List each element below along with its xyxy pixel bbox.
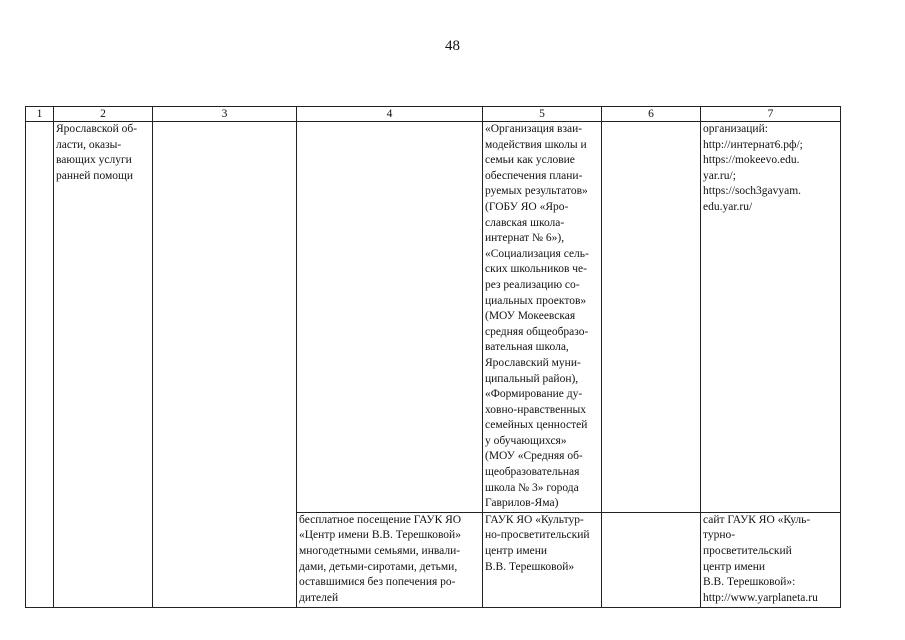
- table-cell: организаций: http://интернат6.рф/; https://mokeevo.edu. yar.ru/; https://soch3gavyam. edu.yar.ru/: [701, 122, 841, 513]
- column-header: 6: [602, 107, 701, 122]
- page-number: 48: [445, 38, 460, 54]
- column-header: 2: [54, 107, 153, 122]
- document-table: [25, 106, 841, 608]
- table-cell: Ярославской об- ласти, оказы- вающих услуги ранней помощи: [54, 122, 153, 608]
- column-header: 1: [26, 107, 54, 122]
- table-cell: [602, 122, 701, 513]
- column-header: 7: [701, 107, 841, 122]
- table-cell: [602, 512, 701, 607]
- table-cell: ГАУК ЯО «Культур- но-просветительский центр имени В.В. Терешковой»: [483, 512, 602, 607]
- column-header: 4: [297, 107, 483, 122]
- table-header-row: [26, 107, 841, 122]
- column-header: 3: [153, 107, 297, 122]
- table-cell: «Организация взаи- модействия школы и семьи как условие обеспечения плани- руемых результатов» (ГОБУ ЯО «Яро- славская школа- интернат № 6»), «Социализация сель- ских школьников че- рез реализацию со- циальных проектов» (МОУ Мокеевская средняя общеобразо- вательная школа, Ярославский муни- ципальный район), «Формирование ду- ховно-нравственных семейных ценностей у обучающихся» (МОУ «Средняя об- щеобразовательная школа № 3» города Гаврилов-Ямa): [483, 122, 602, 513]
- table-row: [26, 122, 841, 513]
- table-cell: [26, 122, 54, 608]
- table-cell: [297, 122, 483, 513]
- table-cell: [153, 122, 297, 608]
- column-header: 5: [483, 107, 602, 122]
- table-cell: сайт ГАУК ЯО «Куль- турно- просветительский центр имени В.В. Терешковой»: http://www.yarplaneta.ru: [701, 512, 841, 607]
- table-cell: бесплатное посещение ГАУК ЯО «Центр имени В.В. Терешковой» многодетными семьями, инвали- дами, детьми-сиротами, детьми, оставшимися без попечения ро- дителей: [297, 512, 483, 607]
